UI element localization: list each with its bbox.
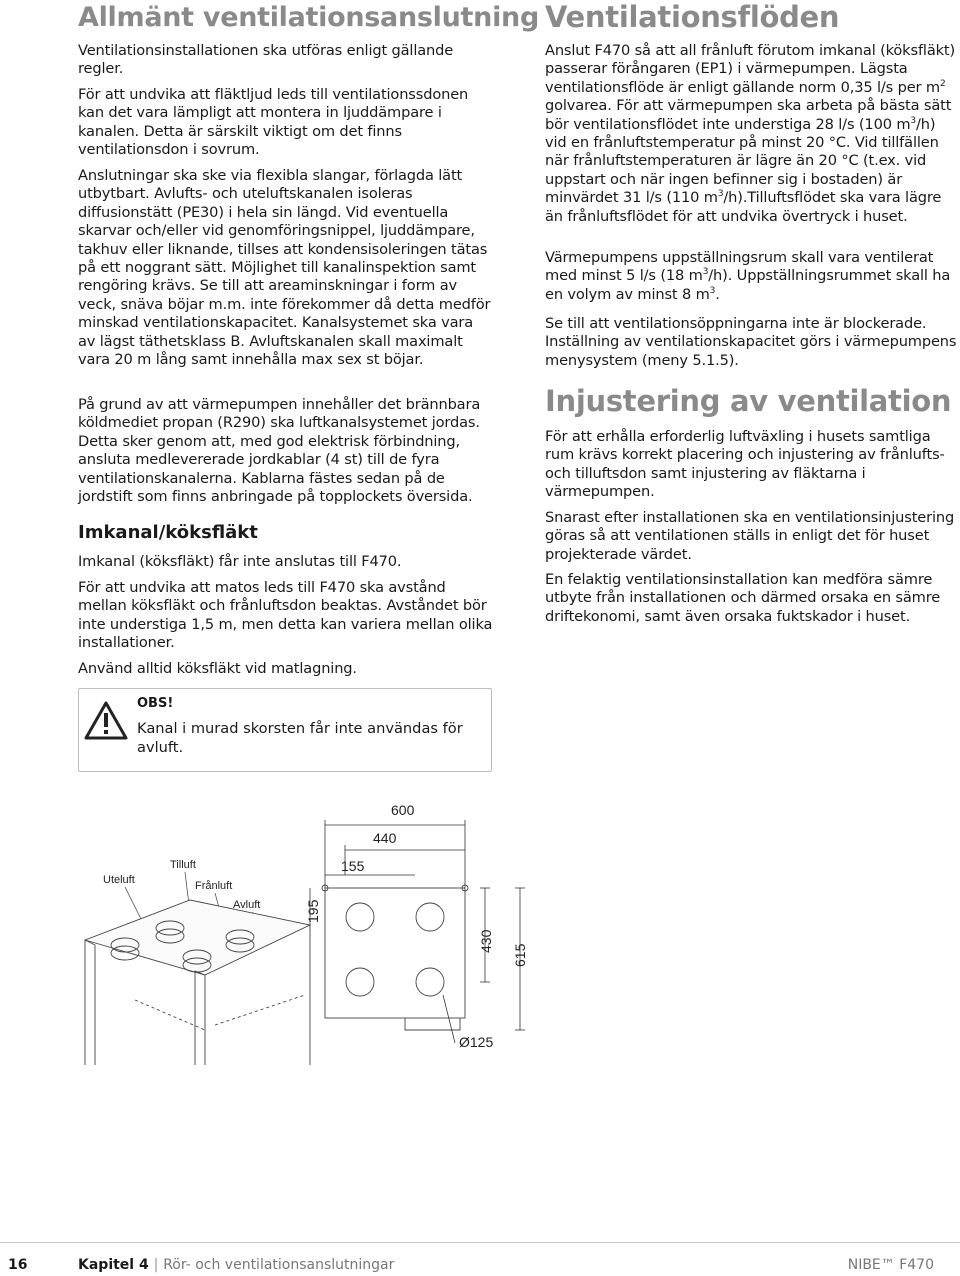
dim-195: 195 <box>305 899 321 923</box>
dim-430: 430 <box>478 929 494 953</box>
paragraph: En felaktig ventilationsinstallation kan medföra sämre utbyte från installationen och därmed orsaka en sämre driftekonomi, samt även orsaka fuktskador i huset. <box>545 571 941 625</box>
dimension-drawing <box>75 795 545 1065</box>
paragraph: För att erhålla erforderlig luftväxling i husets samtliga rum krävs korrekt placering och injustering av frånlufts- och tilluftsdon samt injustering av fläktarna i värmepumpen. <box>545 428 945 501</box>
chapter-separator: | <box>153 1257 159 1273</box>
chapter-title: Rör- och ventilationsanslutningar <box>163 1257 395 1273</box>
label-avluft: Avluft <box>233 899 261 911</box>
label-uteluft: Uteluft <box>103 874 135 886</box>
paragraph: Imkanal (köksfläkt) får inte anslutas till F470. <box>78 553 402 570</box>
paragraph: På grund av att värmepumpen innehåller det brännbara köldmediet propan (R290) ska luftkanalsystemet jordas. Detta sker genom att, med god elektrisk förbindning, ansluta medlevererade jordkablar (4 st) till de fyra ventilationskanalerna. Kablarna fästes sedan på de jordstift som finns anbringade på topplockets översida. <box>78 396 481 506</box>
paragraph: Snarast efter installationen ska en ventilationsinjustering göras så att ventilationen ställs in enligt det för huset projekterade värdet. <box>545 509 955 563</box>
page-number: 16 <box>8 1257 28 1273</box>
dim-diameter: Ø125 <box>459 1034 494 1050</box>
paragraph: Värmepumpens uppställningsrum skall vara ventilerat med minst 5 l/s (18 $m^3/h$). Uppställningsrummet skall ha en volym av minst 8 $m^3$. <box>545 249 951 303</box>
warning-box <box>78 688 492 772</box>
dim-600: 600 <box>391 802 415 818</box>
warning-title: OBS! <box>137 696 174 711</box>
unit-iso-view <box>85 900 310 1065</box>
paragraph: Anslutningar ska ske via flexibla slangar, förlagda lätt utbytbart. Avlufts- och uteluftskanalen isoleras diffusionstätt (PE30) i hela sin längd. Vid eventuella skarvar och/eller vid genomföringsnippel, ljuddämpare, takhuv eller liknande, tillses att kondensisoleringen tätas på ett noggrant sätt. Möjlighet till kanalinspektion samt rengöring krävs. Se till att areaminskningar i form av veck, snäva böjar m.m. inte förekommer då detta medför minskad ventilationskapacitet. Kanalsystemet ska vara av lägst täthetsklass B. Avluftskanalen skall maximalt vara 20 m lång samt innehålla max sex st böjar. <box>78 167 491 369</box>
label-tilluft: Tilluft <box>170 859 196 871</box>
dim-155: 155 <box>341 858 365 874</box>
paragraph: Ventilationsinstallationen ska utföras enligt gällande regler. <box>78 42 454 78</box>
warning-triangle-icon <box>84 701 128 741</box>
paragraph: För att undvika att matos leds till F470 ska avstånd mellan köksfläkt och frånluftsdon beaktas. Avståndet bör inte understiga 1,5 m, men detta kan variera mellan olika installationer. <box>78 579 493 652</box>
label-franluft: Frånluft <box>195 880 233 892</box>
paragraph: Se till att ventilationsöppningarna inte är blockerade. Inställning av ventilationskapacitet görs i värmepumpens menysystem (meny 5.1.5). <box>545 315 957 369</box>
paragraph: För att undvika att fläktljud leds till ventilationssdonen kan det vara lämpligt att montera in ljuddämpare i kanalen. Detta är särskilt viktigt om det finns ventilationsdon i sovrum. <box>78 86 469 159</box>
dim-615: 615 <box>512 943 528 967</box>
section-heading-flows: Ventilationsflöden <box>545 0 840 34</box>
chapter-label: Kapitel 4 <box>78 1257 149 1273</box>
paragraph: Anslut F470 så att all frånluft förutom imkanal (köksfläkt) passerar förångaren (EP1) i värmepumpen. Lägsta ventilationsflöde är enligt gällande norm 0,35 l/s per $m^2$ golvarea. För att värmepumpen ska arbeta på bästa sätt bör ventilationsflödet inte understiga 28 l/s (100 $m^3/h$) vid en frånluftstemperatur på minst 20 °C. Vid tillfällen när frånluftstemperaturen är lägre än 20 °C (t.ex. vid uppstart och när ingen befinner sig i bostaden) är minvärdet 31 l/s (110 $m^3/h).Tilluftsflö\det$ ska vara lägre än frånluftsflödet för att undvika övertryck i huset. <box>545 42 956 225</box>
section-heading-adjustment: Injustering av ventilation <box>545 384 952 418</box>
subheading-imkanal: Imkanal/köksfläkt <box>78 522 258 543</box>
paragraph: Använd alltid köksfläkt vid matlagning. <box>78 660 357 677</box>
warning-text: Kanal i murad skorsten får inte användas för avluft. <box>137 720 463 756</box>
footer-brand: NIBE™ F470 <box>847 1257 934 1273</box>
footer-chapter <box>78 1257 394 1273</box>
dim-440: 440 <box>373 830 397 846</box>
footer-rule <box>0 1242 960 1243</box>
section-heading-general: Allmänt ventilationsanslutning <box>78 2 539 33</box>
